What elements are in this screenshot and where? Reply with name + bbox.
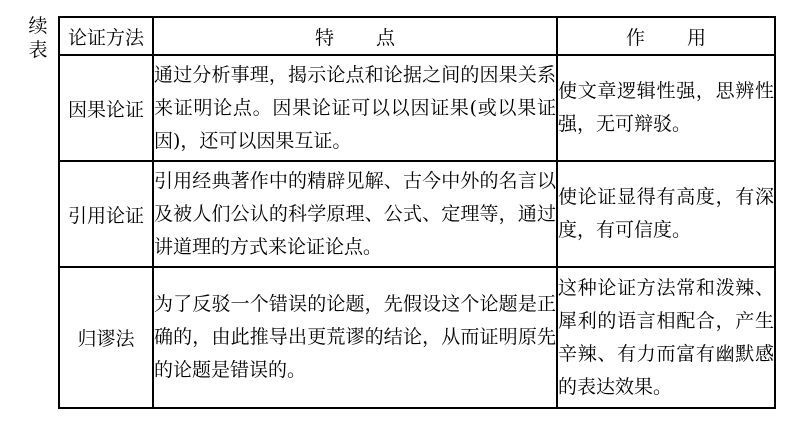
- table-row: [59, 267, 775, 408]
- characteristics-cell: [153, 267, 557, 408]
- argument-methods-table: [58, 16, 776, 409]
- effect-text: 使文章逻辑性强，思辨性强，无可辩驳。: [558, 80, 774, 135]
- continued-table-label: [25, 14, 51, 62]
- table-header-row: [59, 17, 775, 55]
- header-method: 论证方法: [59, 17, 153, 55]
- characteristics-cell: [153, 55, 557, 161]
- continued-label-char-1: 续: [28, 15, 48, 37]
- effect-text: 使论证显得有高度，有深度，有可信度。: [558, 186, 774, 241]
- effect-cell: [557, 267, 775, 408]
- header-characteristics: 特 点: [153, 17, 557, 55]
- characteristics-text: 引用经典著作中的精辟见解、古今中外的名言以及被人们公认的科学原理、公式、定理等，通过讲道理的方式来论证论点。: [154, 169, 556, 258]
- method-name-cell: 引用论证: [59, 161, 153, 267]
- characteristics-cell: [153, 161, 557, 267]
- table-row: [59, 161, 775, 267]
- characteristics-text: 为了反驳一个错误的论题，先假设这个论题是正确的，由此推导出更荒谬的结论，从而证明原先的论题是错误的。: [154, 293, 556, 381]
- effect-text: 这种论证方法常和泼辣、犀利的语言相配合，产生辛辣、有力而富有幽默感的表达效果。: [558, 276, 774, 398]
- method-name-cell: 归谬法: [59, 267, 153, 408]
- header-effect: 作 用: [557, 17, 775, 55]
- method-name-cell: 因果论证: [59, 55, 153, 161]
- continued-label-char-2: 表: [28, 39, 48, 61]
- characteristics-text: 通过分析事理，揭示论点和论据之间的因果关系来证明论点。因果论证可以以因证果(或以果证因)，还可以因果互证。: [154, 63, 556, 152]
- effect-cell: [557, 161, 775, 267]
- table-row: [59, 55, 775, 161]
- effect-cell: [557, 55, 775, 161]
